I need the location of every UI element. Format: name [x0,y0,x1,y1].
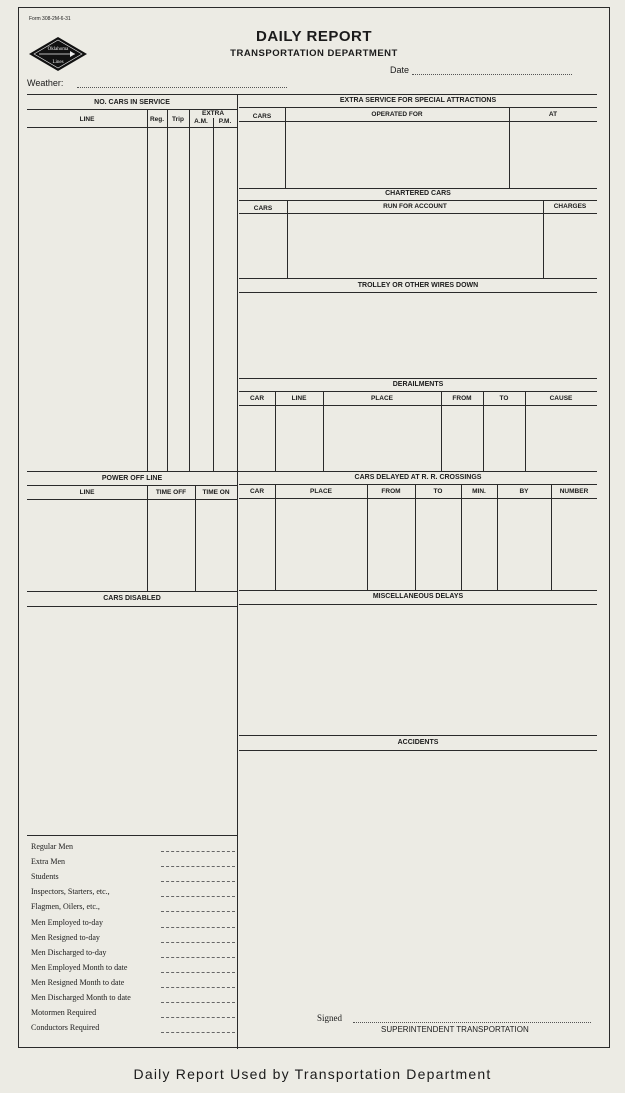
staff-row-label: Extra Men [31,857,65,867]
weather-label: Weather: [27,78,64,88]
cars-in-service-col-extra: EXTRA [201,110,225,117]
staff-row-label: Men Resigned Month to date [31,977,125,987]
power-off-col-time-off: TIME OFF [155,489,187,496]
cars-disabled-heading: CARS DISABLED [103,595,161,602]
trolley-heading: TROLLEY OR OTHER WIRES DOWN [357,282,479,289]
cars-in-service-heading: NO. CARS IN SERVICE [94,99,170,106]
rr-crossings-col-number: NUMBER [559,488,589,495]
chartered-cars-col-cars: CARS [253,205,273,212]
staff-row-value-field[interactable] [161,896,235,897]
rr-crossings-col-place: PLACE [309,488,333,495]
form-number: Form 308-2M-6-31 [29,16,71,22]
chartered-cars-col-run-for: RUN FOR ACCOUNT [383,203,447,210]
staff-row-label: Men Discharged to-day [31,947,107,957]
weather-field[interactable] [77,87,287,88]
staff-row-label: Men Resigned to-day [31,932,100,942]
superintendent-label: SUPERINTENDENT TRANSPORTATION [381,1025,529,1034]
staff-row-value-field[interactable] [161,972,235,973]
cars-in-service-col-am: A.M. [194,118,208,125]
staff-row-label: Motormen Required [31,1008,97,1018]
extra-service-col-operated-for: OPERATED FOR [371,111,423,118]
staff-row-value-field[interactable] [161,927,235,928]
staff-row-label: Students [31,872,59,882]
extra-service-heading: EXTRA SERVICE FOR SPECIAL ATTRACTIONS [339,97,497,104]
signed-label: Signed [317,1013,343,1023]
report-title: DAILY REPORT [255,28,373,45]
staff-row-value-field[interactable] [161,1002,235,1003]
staff-row-label: Men Discharged Month to date [31,993,131,1002]
rr-crossings-col-car: CAR [249,488,265,495]
staff-row-label: Men Employed Month to date [31,962,128,972]
extra-service-col-at: AT [548,111,558,118]
extra-service-col-cars: CARS [252,113,272,120]
rr-crossings-col-by: BY [519,488,529,495]
staff-row-value-field[interactable] [161,911,235,912]
cars-in-service-col-pm: P.M. [218,118,232,125]
staff-row-label: Men Employed to-day [31,917,103,927]
rr-crossings-heading: CARS DELAYED AT R. R. CROSSINGS [354,474,482,481]
chartered-cars-col-charges: CHARGES [553,203,587,210]
staff-row-label: Regular Men [31,842,73,851]
staff-row-value-field[interactable] [161,942,235,943]
cars-in-service-col-line: LINE [79,116,95,123]
staff-row-value-field[interactable] [161,851,235,852]
header-rule [27,94,597,95]
staff-row-value-field[interactable] [161,1032,235,1033]
signature-field[interactable] [353,1022,591,1023]
main-divider [237,94,238,1049]
date-label: Date [390,65,410,75]
staff-row-label: Inspectors, Starters, etc., [31,887,110,897]
logo-text-line2: Lines [52,60,64,65]
figure-caption: Daily Report Used by Transportation Department [133,1066,492,1082]
accidents-heading: ACCIDENTS [397,739,439,746]
rr-crossings-col-min: MIN. [472,488,486,495]
chartered-cars-heading: CHARTERED CARS [385,190,451,197]
staff-row-label: Conductors Required [31,1023,100,1033]
staff-row-value-field[interactable] [161,881,235,882]
logo-text-line1: Oklahoma [47,47,69,52]
cars-in-service-col-trip: Trip [172,116,184,123]
power-off-col-time-on: TIME ON [202,489,230,496]
derailments-col-from: FROM [452,395,472,402]
cars-in-service-col-reg: Reg. [149,116,165,123]
report-form [18,7,610,1048]
report-subtitle: TRANSPORTATION DEPARTMENT [230,48,398,59]
derailments-col-car: CAR [249,395,265,402]
misc-delays-heading: MISCELLANEOUS DELAYS [372,593,464,600]
derailments-col-place: PLACE [370,395,394,402]
power-off-heading: POWER OFF LINE [101,475,163,482]
power-off-col-line: LINE [79,489,95,496]
staff-row-value-field[interactable] [161,957,235,958]
derailments-heading: DERAILMENTS [392,381,444,388]
staff-row-value-field[interactable] [161,1017,235,1018]
staff-row-label: Flagmen, Oilers, etc., [31,902,100,912]
staff-row-value-field[interactable] [161,866,235,867]
derailments-col-to: TO [499,395,509,402]
derailments-col-cause: CAUSE [549,395,573,402]
derailments-col-line: LINE [291,395,307,402]
rr-crossings-col-from: FROM [381,488,401,495]
rr-crossings-col-to: TO [433,488,443,495]
date-field[interactable] [412,74,572,75]
staff-row-value-field[interactable] [161,987,235,988]
